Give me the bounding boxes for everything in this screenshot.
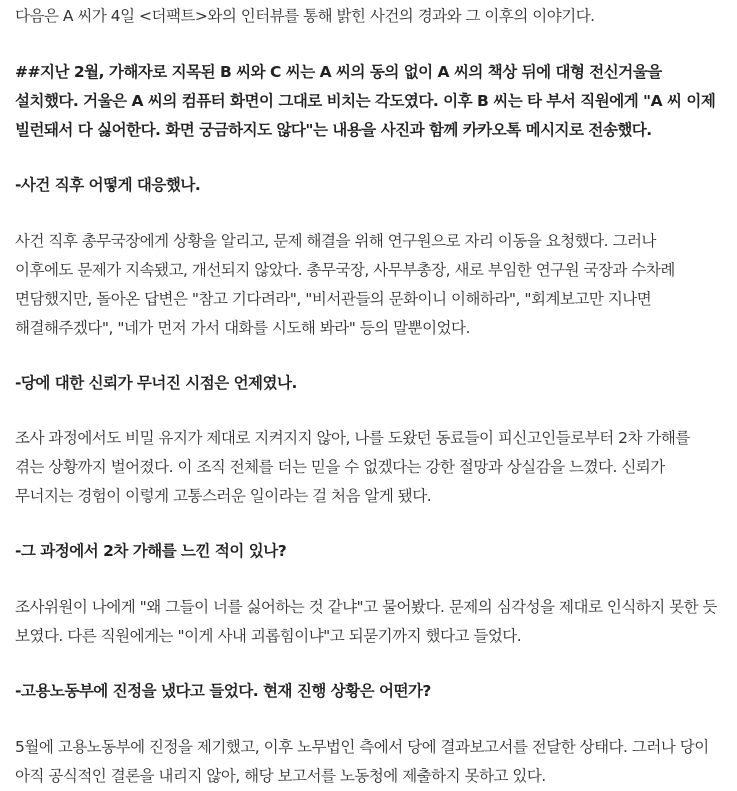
interview-question-4: -고용노동부에 진정을 냈다고 들었다. 현재 진행 상황은 어떤가?	[15, 682, 431, 700]
interview-answer-4: 5월에 고용노동부에 진정을 제기했고, 이후 노무법인 측에서 당에 결과보고서를 전달한 상태다. 그러나 당이 아직 공식적인 결론을 내리지 않아, 해당 보고서를 노동청에 제출하지 못하고 있다.	[15, 738, 709, 785]
article-body	[0, 2, 737, 791]
interview-answer-1: 사건 직후 총무국장에게 상황을 알리고, 문제 해결을 위해 연구원으로 자리 이동을 요청했다. 그러나 이후에도 문제가 지속됐고, 개선되지 않았다. 총무국장, 사무부총장, 새로 부임한 연구원 국장과 수차례 면담했지만, 돌아온 답변은 "참고 기다려라", "비서관들의 문화이니 이해하라", "회계보고만 지나면 해결해주겠다", "네가 먼저 가서 대화를 시도해 봐라" 등의 말뿐이었다.	[15, 232, 675, 337]
interview-answer-3: 조사위원이 나에게 "왜 그들이 너를 싫어하는 것 같냐"고 물어봤다. 문제의 심각성을 제대로 인식하지 못한 듯 보였다. 다른 직원에게는 "이게 사내 괴롭힘이냐"고 되묻기까지 했다고 들었다.	[15, 598, 718, 645]
context-paragraph: ##지난 2월, 가해자로 지목된 B 씨와 C 씨는 A 씨의 동의 없이 A 씨의 책상 뒤에 대형 전신거울을 설치했다. 거울은 A 씨의 컴퓨터 화면이 그대로 비치는 각도였다. 이후 B 씨는 타 부서 직원에게 "A 씨 이제 빌런돼서 다 싫어한다. 화면 궁금하지도 않다"는 내용을 사진과 함께 카카오톡 메시지로 전송했다.	[15, 63, 716, 139]
interview-question-1: -사건 직후 어떻게 대응했나.	[15, 176, 201, 194]
interview-answer-2: 조사 과정에서도 비밀 유지가 제대로 지켜지지 않아, 나를 도왔던 동료들이 피신고인들로부터 2차 가해를 겪는 상황까지 벌어졌다. 이 조직 전체를 더는 믿을 수 없겠다는 강한 절망과 상실감을 느꼈다. 신뢰가 무너지는 경험이 이렇게 고통스러운 일이라는 걸 처음 알게 됐다.	[15, 429, 690, 505]
interview-question-2: -당에 대한 신뢰가 무너진 시점은 언제였나.	[15, 374, 297, 392]
interview-question-3: -그 과정에서 2차 가해를 느낀 적이 있나?	[15, 542, 287, 560]
intro-paragraph: 다음은 A 씨가 4일 <더팩트>와의 인터뷰를 통해 밝힌 사건의 경과와 그 이후의 이야기다.	[15, 7, 595, 25]
